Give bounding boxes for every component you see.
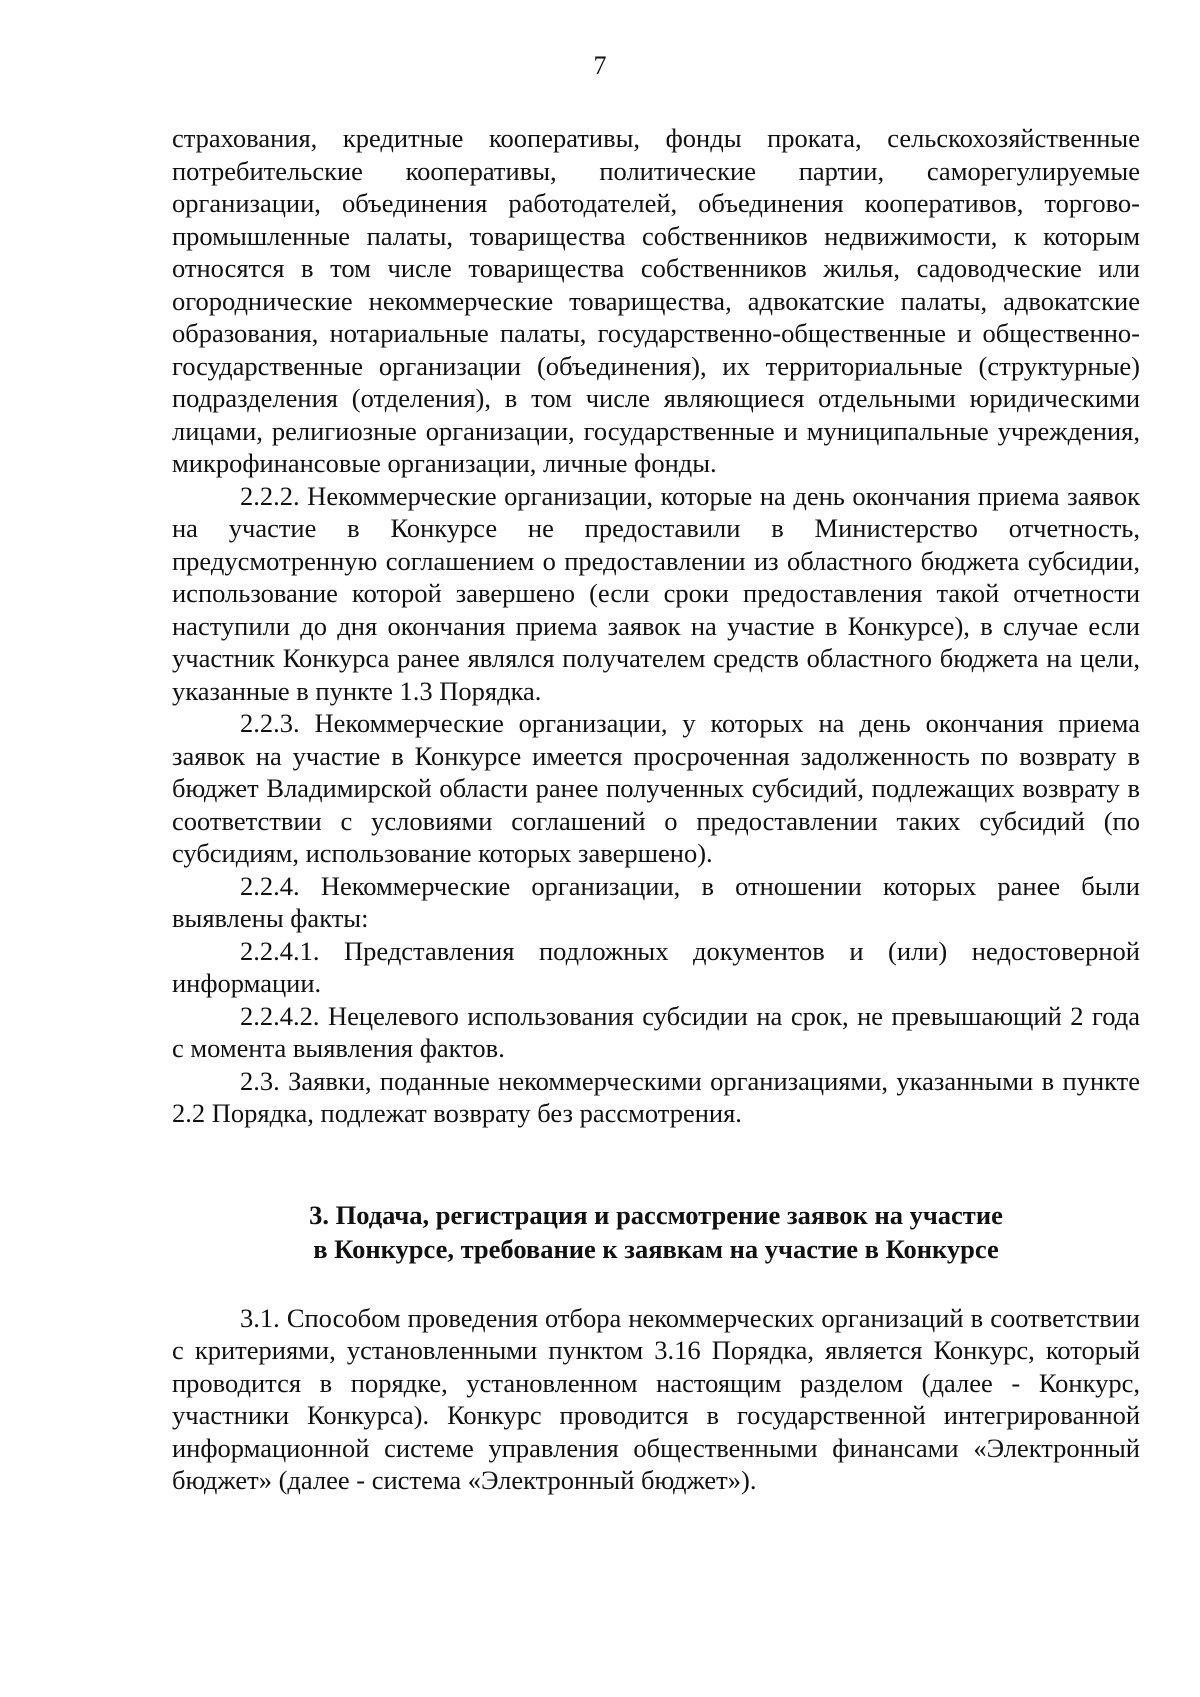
document-body [172,122,1140,1497]
paragraph-2-2-4-2: 2.2.4.2. Нецелевого использования субсидии на срок, не превышающий 2 года с момента выявления фактов. [172,1000,1140,1063]
section-heading-line-1: 3. Подача, регистрация и рассмотрение заявок на участие [309,1199,1003,1230]
paragraph-2-2-2: 2.2.2. Некоммерческие организации, которые на день окончания приема заявок на участие в Конкурсе не предоставили в Министерство отчетность, предусмотренную соглашением о предоставлении из областного бюджета субсидии, использование которой завершено (если сроки предоставления такой отчетности наступили до дня окончания приема заявок на участие в Конкурсе), в случае если участник Конкурса ранее являлся получателем средств областного бюджета на цели, указанные в пункте 1.3 Порядка. [172,480,1140,706]
paragraph-2-3: 2.3. Заявки, поданные некоммерческими организациями, указанными в пункте 2.2 Порядка, подлежат возврату без рассмотрения. [172,1065,1140,1128]
paragraph-2-2-4: 2.2.4. Некоммерческие организации, в отношении которых ранее были выявлены факты: [172,870,1140,933]
page-number: 7 [593,51,607,80]
paragraph-2-2-3: 2.2.3. Некоммерческие организации, у которых на день окончания приема заявок на участие в Конкурсе имеется просроченная задолженность по возврату в бюджет Владимирской области ранее полученных субсидий, подлежащих возврату в соответствии с условиями соглашений о предоставлении таких субсидий (по субсидиям, использование которых завершено). [172,708,1140,868]
paragraph-3-1: 3.1. Способом проведения отбора некоммерческих организаций в соответствии с критериями, установленными пунктом 3.16 Порядка, является Конкурс, который проводится в порядке, установленном настоящим разделом (далее - Конкурс, участники Конкурса). Конкурс проводится в государственной интегрированной информационной системе управления общественными финансами «Электронный бюджет» (далее - система «Электронный бюджет»). [172,1302,1140,1495]
paragraph-continuation: страхования, кредитные кооперативы, фонды проката, сельскохозяйственные потребительские кооперативы, политические партии, саморегулируемые организации, объединения работодателей, объединения кооперативов, торгово-промышленные палаты, товарищества собственников недвижимости, к которым относятся в том числе товарищества собственников жилья, садоводческие или огороднические некоммерческие товарищества, адвокатские палаты, адвокатские образования, нотариальные палаты, государственно-общественные и общественно-государственные организации (объединения), их территориальные (структурные) подразделения (отделения), в том числе являющиеся отдельными юридическими лицами, религиозные организации, государственные и муниципальные учреждения, микрофинансовые организации, личные фонды. [172,123,1140,478]
section-heading [172,1198,1140,1266]
paragraph-2-2-4-1: 2.2.4.1. Представления подложных документов и (или) недостоверной информации. [172,935,1140,998]
section-heading-line-2: в Конкурсе, требование к заявкам на участие в Конкурсе [313,1233,999,1264]
